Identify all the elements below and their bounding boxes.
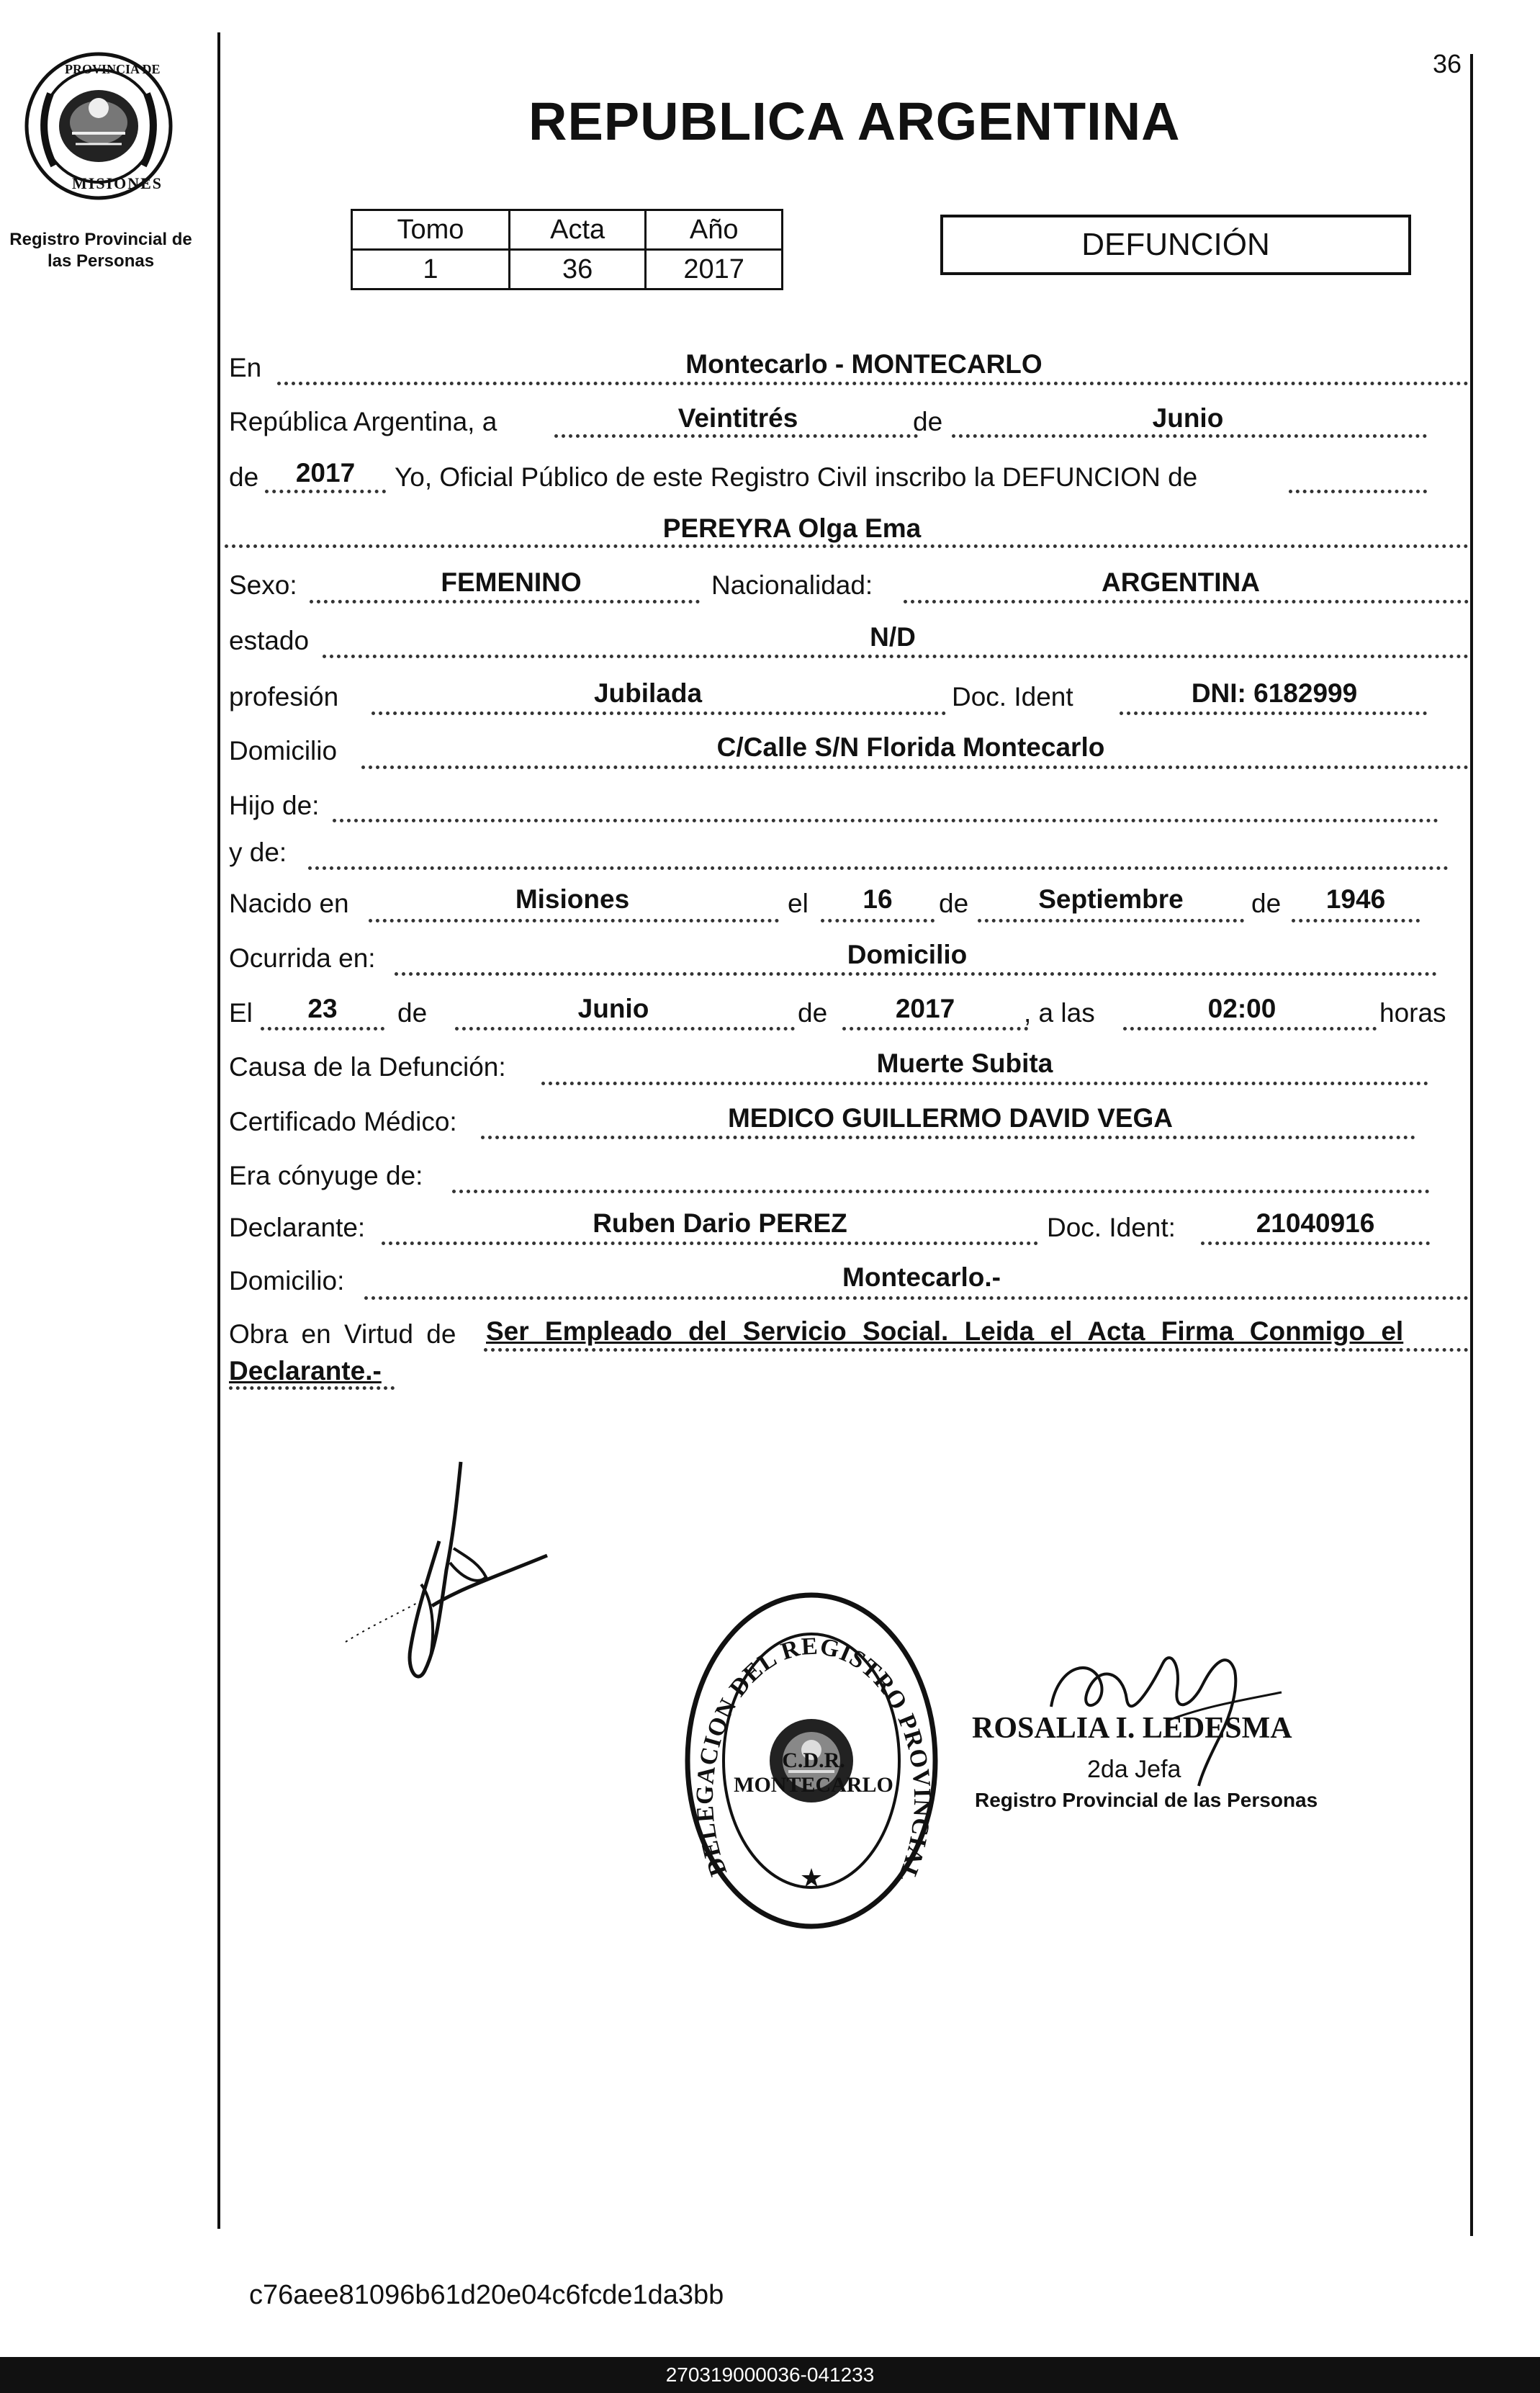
value-ocurrida-en: Domicilio <box>847 940 968 969</box>
official-title: 2da Jefa <box>1087 1756 1181 1783</box>
dotline-declarante-domicilio <box>364 1296 1469 1300</box>
label-domicilio: Domicilio <box>229 736 338 766</box>
label-nacionalidad: Nacionalidad: <box>711 570 873 600</box>
record-table-header-acta: Acta <box>509 210 645 250</box>
dotline-nac-anio <box>1292 919 1420 922</box>
value-domicilio: C/Calle S/N Florida Montecarlo <box>716 732 1105 762</box>
value-nacionalidad: ARGENTINA <box>1102 567 1260 597</box>
value-estado: N/D <box>870 622 916 652</box>
label-de-6: de <box>798 998 828 1028</box>
declarant-signature <box>331 1455 569 1692</box>
label-sexo: Sexo: <box>229 570 297 600</box>
value-nac-mes: Septiembre <box>1038 884 1184 914</box>
value-nac-anio: 1946 <box>1325 884 1386 914</box>
value-nombre: PEREYRA Olga Ema <box>662 513 922 543</box>
label-a-las: , a las <box>1024 998 1095 1028</box>
value-declarante-domicilio: Montecarlo.- <box>842 1262 1001 1292</box>
value-documento: DNI: 6182999 <box>1191 678 1358 708</box>
dotline-causa <box>541 1082 1428 1085</box>
value-certificado: MEDICO GUILLERMO DAVID VEGA <box>727 1103 1174 1133</box>
dotline-nac-dia <box>821 919 935 922</box>
value-causa: Muerte Subita <box>876 1049 1053 1078</box>
label-de-4: de <box>1251 889 1282 918</box>
value-def-dia: 23 <box>307 994 338 1023</box>
dotline-profesion <box>372 711 946 715</box>
label-certificado: Certificado Médico: <box>229 1107 457 1136</box>
label-obra: Obra en Virtud de <box>229 1319 456 1349</box>
label-de-3: de <box>939 889 969 918</box>
label-conyuge: Era cónyuge de: <box>229 1161 423 1190</box>
record-table-header-anio: Año <box>646 210 783 250</box>
label-declarante: Declarante: <box>229 1213 366 1242</box>
dotline-def-dia <box>261 1027 384 1031</box>
dotline-hijo-de <box>333 819 1438 822</box>
dotline-documento <box>1120 711 1427 715</box>
dotline-def-anio <box>842 1027 1028 1031</box>
label-de-2: de <box>229 462 259 492</box>
value-nacido-en: Misiones <box>515 884 630 914</box>
label-republica: República Argentina, a <box>229 407 497 436</box>
dotline-nacido-en <box>369 919 779 922</box>
dotline-dia <box>554 434 918 438</box>
label-causa: Causa de la Defunción: <box>229 1052 506 1082</box>
dotline-nacionalidad <box>904 600 1469 603</box>
label-el-2: El <box>229 998 253 1028</box>
right-margin-line <box>1470 54 1473 2236</box>
value-lugar: Montecarlo - MONTECARLO <box>685 349 1043 379</box>
dotline-domicilio <box>361 766 1469 769</box>
dotline-nac-mes <box>978 919 1244 922</box>
label-doc-ident: Doc. Ident <box>952 682 1073 711</box>
page-number: 36 <box>1433 49 1462 78</box>
value-mes: Junio <box>1152 403 1224 433</box>
label-ocurrida-en: Ocurrida en: <box>229 943 376 973</box>
official-org: Registro Provincial de las Personas <box>975 1789 1318 1811</box>
dotline-conyuge <box>452 1190 1430 1193</box>
value-obra-line2: Declarante.- <box>229 1356 382 1386</box>
stamp-outer-text: DELEGACION DEL REGISTRO PROVINCIAL <box>691 1633 936 1886</box>
label-horas: horas <box>1379 998 1446 1028</box>
label-domicilio-2: Domicilio: <box>229 1266 345 1296</box>
dotline-obra <box>484 1348 1469 1352</box>
dotline-mes <box>952 434 1427 438</box>
dotline-def-mes <box>455 1027 795 1031</box>
label-de-5: de <box>397 998 428 1028</box>
label-y-de: y de: <box>229 838 287 867</box>
logo-text-top: PROVINCIA DE <box>65 62 161 76</box>
official-name: ROSALIA I. LEDESMA <box>972 1712 1292 1745</box>
label-doc-ident-2: Doc. Ident: <box>1047 1213 1176 1242</box>
left-margin-line <box>217 32 220 2229</box>
record-table-value-acta: 36 <box>509 250 645 289</box>
value-def-mes: Junio <box>577 994 649 1023</box>
dotline-y-de <box>308 866 1449 870</box>
dotline-sexo <box>310 600 700 603</box>
value-profesion: Jubilada <box>593 678 703 708</box>
label-yo-oficial: Yo, Oficial Público de este Registro Civil inscribo la DEFUNCION de <box>395 462 1198 492</box>
dotline-anio <box>265 490 386 493</box>
label-hijo-de: Hijo de: <box>229 791 320 820</box>
label-estado: estado <box>229 626 310 655</box>
record-table <box>351 209 783 290</box>
label-en: En <box>229 353 262 382</box>
value-dia-letras: Veintitrés <box>677 403 798 433</box>
document-type-box: DEFUNCIÓN <box>940 215 1411 275</box>
registry-name: Registro Provincial de las Personas <box>9 230 192 271</box>
dotline-estado <box>323 655 1469 658</box>
value-def-anio: 2017 <box>895 994 955 1023</box>
value-sexo: FEMENINO <box>441 567 582 597</box>
record-table-value-anio: 2017 <box>646 250 783 289</box>
dotline-declarante-doc <box>1201 1242 1430 1245</box>
value-declarante-doc: 21040916 <box>1256 1208 1375 1238</box>
dotline-def-hora <box>1123 1027 1377 1031</box>
value-anio: 2017 <box>295 458 356 488</box>
value-obra-line1: Ser Empleado del Servicio Social. Leida el Acta Firma Conmigo el <box>486 1316 1404 1346</box>
barcode-bar: 270319000036-041233 <box>0 2357 1540 2393</box>
dotline-certificado <box>481 1136 1415 1139</box>
label-de-1: de <box>913 407 943 436</box>
value-declarante: Ruben Dario PEREZ <box>593 1208 847 1238</box>
label-profesion: profesión <box>229 682 339 711</box>
logo-text-bottom: MISIONES <box>72 174 163 192</box>
value-def-hora: 02:00 <box>1207 994 1276 1023</box>
stamp-inner-text: C.D.R. MONTECARLO <box>734 1748 893 1797</box>
dotline-yo-tail <box>1289 490 1427 493</box>
svg-text:★: ★ <box>799 1863 824 1893</box>
value-nac-dia: 16 <box>863 884 893 914</box>
dotline-obra-2 <box>229 1386 395 1390</box>
record-table-header-tomo: Tomo <box>352 210 510 250</box>
page-title: REPUBLICA ARGENTINA <box>528 91 1181 151</box>
dotline-declarante <box>382 1242 1038 1245</box>
dotline-ocurrida-en <box>395 972 1437 976</box>
label-nacido-en: Nacido en <box>229 889 349 918</box>
record-table-value-tomo: 1 <box>352 250 510 289</box>
dotline-lugar <box>277 382 1469 385</box>
dotline-nombre <box>225 544 1469 548</box>
label-el: el <box>788 889 809 918</box>
document-hash: c76aee81096b61d20e04c6fcde1da3bb <box>249 2280 724 2310</box>
